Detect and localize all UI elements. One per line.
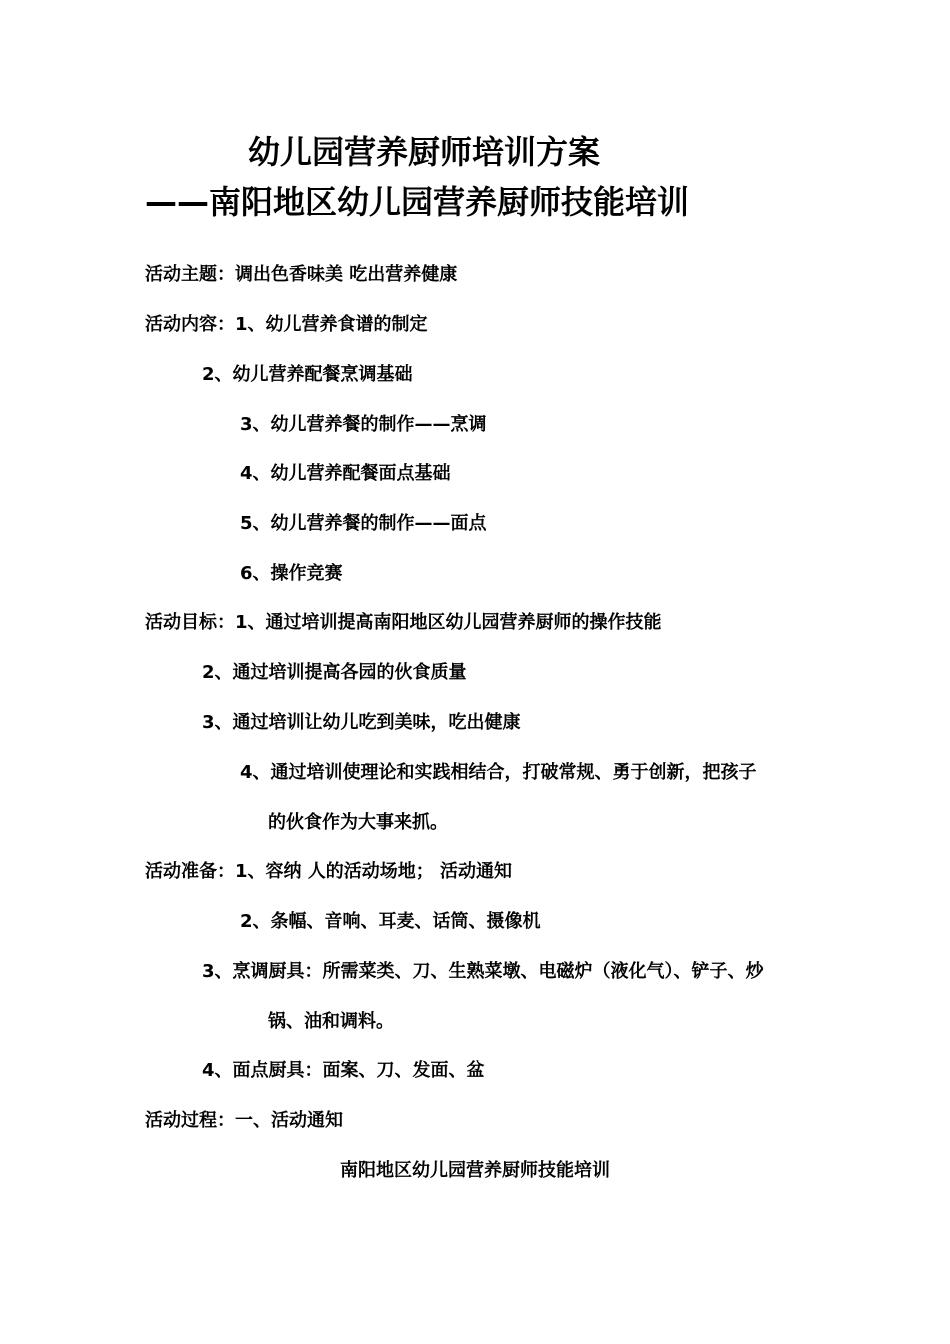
content-item-6: 6、操作竞赛 [240, 563, 343, 584]
activity-theme: 活动主题：调出色香味美 吃出营养健康 [145, 264, 458, 285]
goal-item-4-cont: 的伙食作为大事来抓。 [268, 812, 448, 833]
goal-item-4: 4、通过培训使理论和实践相结合，打破常规、勇于创新，把孩子 [240, 762, 757, 783]
prep-item-3: 3、烹调厨具：所需菜类、刀、生熟菜墩、电磁炉（液化气）、铲子、炒 [202, 961, 764, 982]
prep-item-4: 4、面点厨具：面案、刀、发面、盆 [202, 1060, 485, 1081]
content-item-2: 2、幼儿营养配餐烹调基础 [202, 364, 413, 385]
prep-item-1: 活动准备：1、容纳 人的活动场地； 活动通知 [145, 861, 513, 882]
content-item-5: 5、幼儿营养餐的制作——面点 [240, 513, 487, 534]
content-item-4: 4、幼儿营养配餐面点基础 [240, 463, 451, 484]
goal-item-3: 3、通过培训让幼儿吃到美味，吃出健康 [202, 712, 521, 733]
activity-process: 活动过程：一、活动通知 [145, 1110, 343, 1131]
content-item-1: 活动内容：1、幼儿营养食谱的制定 [145, 314, 428, 335]
notice-title: 南阳地区幼儿园营养厨师技能培训 [340, 1160, 610, 1181]
goal-item-1: 活动目标：1、通过培训提高南阳地区幼儿园营养厨师的操作技能 [145, 612, 662, 633]
document-title: 幼儿园营养厨师培训方案 [248, 133, 601, 171]
document-subtitle: ——南阳地区幼儿园营养厨师技能培训 [145, 183, 690, 221]
prep-item-3-cont: 锅、油和调料。 [268, 1011, 394, 1032]
content-item-3: 3、幼儿营养餐的制作——烹调 [240, 414, 487, 435]
prep-item-2: 2、条幅、音响、耳麦、话筒、摄像机 [240, 911, 541, 932]
goal-item-2: 2、通过培训提高各园的伙食质量 [202, 662, 467, 683]
